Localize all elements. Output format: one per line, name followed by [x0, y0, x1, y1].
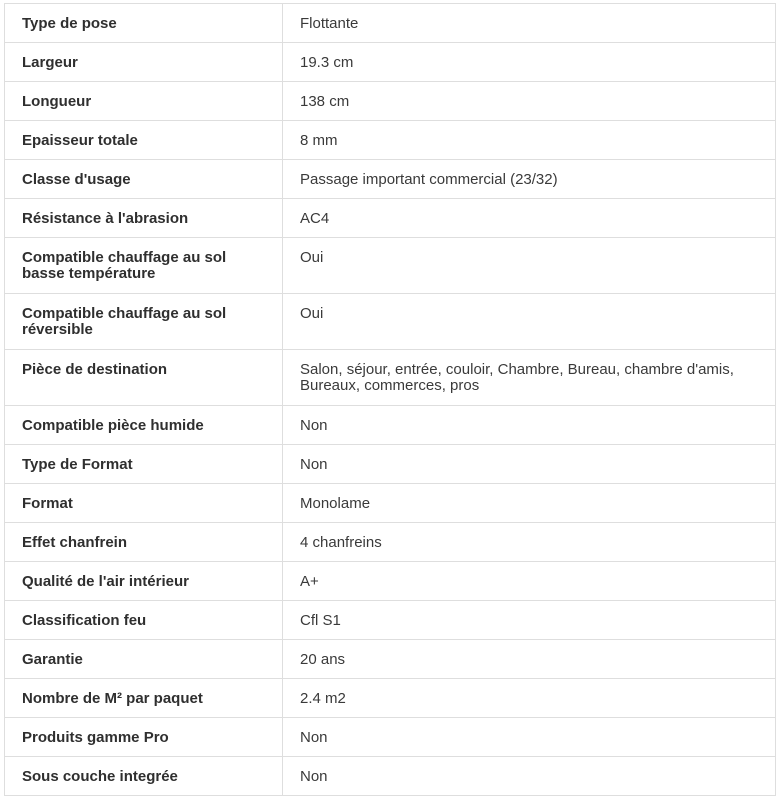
spec-value: Flottante: [283, 4, 776, 43]
spec-value: Monolame: [283, 484, 776, 523]
spec-row-classe-usage: [5, 160, 776, 199]
spec-label: Nombre de M² par paquet: [5, 679, 283, 718]
spec-label: Effet chanfrein: [5, 523, 283, 562]
spec-row-longueur: [5, 82, 776, 121]
spec-row-qualite-air: [5, 562, 776, 601]
spec-value: 4 chanfreins: [283, 523, 776, 562]
spec-label: Classification feu: [5, 601, 283, 640]
spec-label: Garantie: [5, 640, 283, 679]
spec-row-epaisseur-totale: [5, 121, 776, 160]
spec-value: Passage important commercial (23/32): [283, 160, 776, 199]
spec-label: Largeur: [5, 43, 283, 82]
product-specs-table: [4, 3, 776, 796]
spec-value: A+: [283, 562, 776, 601]
spec-label: Type de pose: [5, 4, 283, 43]
spec-row-resistance-abrasion: [5, 199, 776, 238]
spec-row-gamme-pro: [5, 718, 776, 757]
spec-value: 20 ans: [283, 640, 776, 679]
spec-row-garantie: [5, 640, 776, 679]
spec-row-type-format: [5, 445, 776, 484]
spec-row-classification-feu: [5, 601, 776, 640]
spec-row-chauffage-basse-temperature: [5, 238, 776, 294]
spec-label: Epaisseur totale: [5, 121, 283, 160]
spec-label: Longueur: [5, 82, 283, 121]
spec-row-piece-humide: [5, 406, 776, 445]
spec-label: Produits gamme Pro: [5, 718, 283, 757]
spec-value: Oui: [283, 238, 776, 294]
spec-label: Résistance à l'abrasion: [5, 199, 283, 238]
spec-value: 2.4 m2: [283, 679, 776, 718]
spec-value: Salon, séjour, entrée, couloir, Chambre, Bureau, chambre d'amis, Bureaux, commerces, pros: [283, 350, 776, 406]
spec-row-m2-par-paquet: [5, 679, 776, 718]
spec-value: Oui: [283, 294, 776, 350]
spec-label: Compatible chauffage au sol basse température: [5, 238, 283, 294]
spec-row-chauffage-reversible: [5, 294, 776, 350]
spec-label: Qualité de l'air intérieur: [5, 562, 283, 601]
spec-row-sous-couche: [5, 757, 776, 796]
spec-value: Non: [283, 406, 776, 445]
spec-label: Sous couche integrée: [5, 757, 283, 796]
spec-row-largeur: [5, 43, 776, 82]
spec-value: Non: [283, 445, 776, 484]
spec-label: Format: [5, 484, 283, 523]
spec-row-effet-chanfrein: [5, 523, 776, 562]
spec-row-type-de-pose: [5, 4, 776, 43]
spec-label: Pièce de destination: [5, 350, 283, 406]
spec-label: Classe d'usage: [5, 160, 283, 199]
spec-label: Type de Format: [5, 445, 283, 484]
spec-label: Compatible pièce humide: [5, 406, 283, 445]
spec-row-format: [5, 484, 776, 523]
spec-value: 8 mm: [283, 121, 776, 160]
spec-label: Compatible chauffage au sol réversible: [5, 294, 283, 350]
spec-row-piece-destination: [5, 350, 776, 406]
spec-value: 19.3 cm: [283, 43, 776, 82]
spec-value: Cfl S1: [283, 601, 776, 640]
spec-value: Non: [283, 757, 776, 796]
spec-value: Non: [283, 718, 776, 757]
spec-value: AC4: [283, 199, 776, 238]
spec-value: 138 cm: [283, 82, 776, 121]
